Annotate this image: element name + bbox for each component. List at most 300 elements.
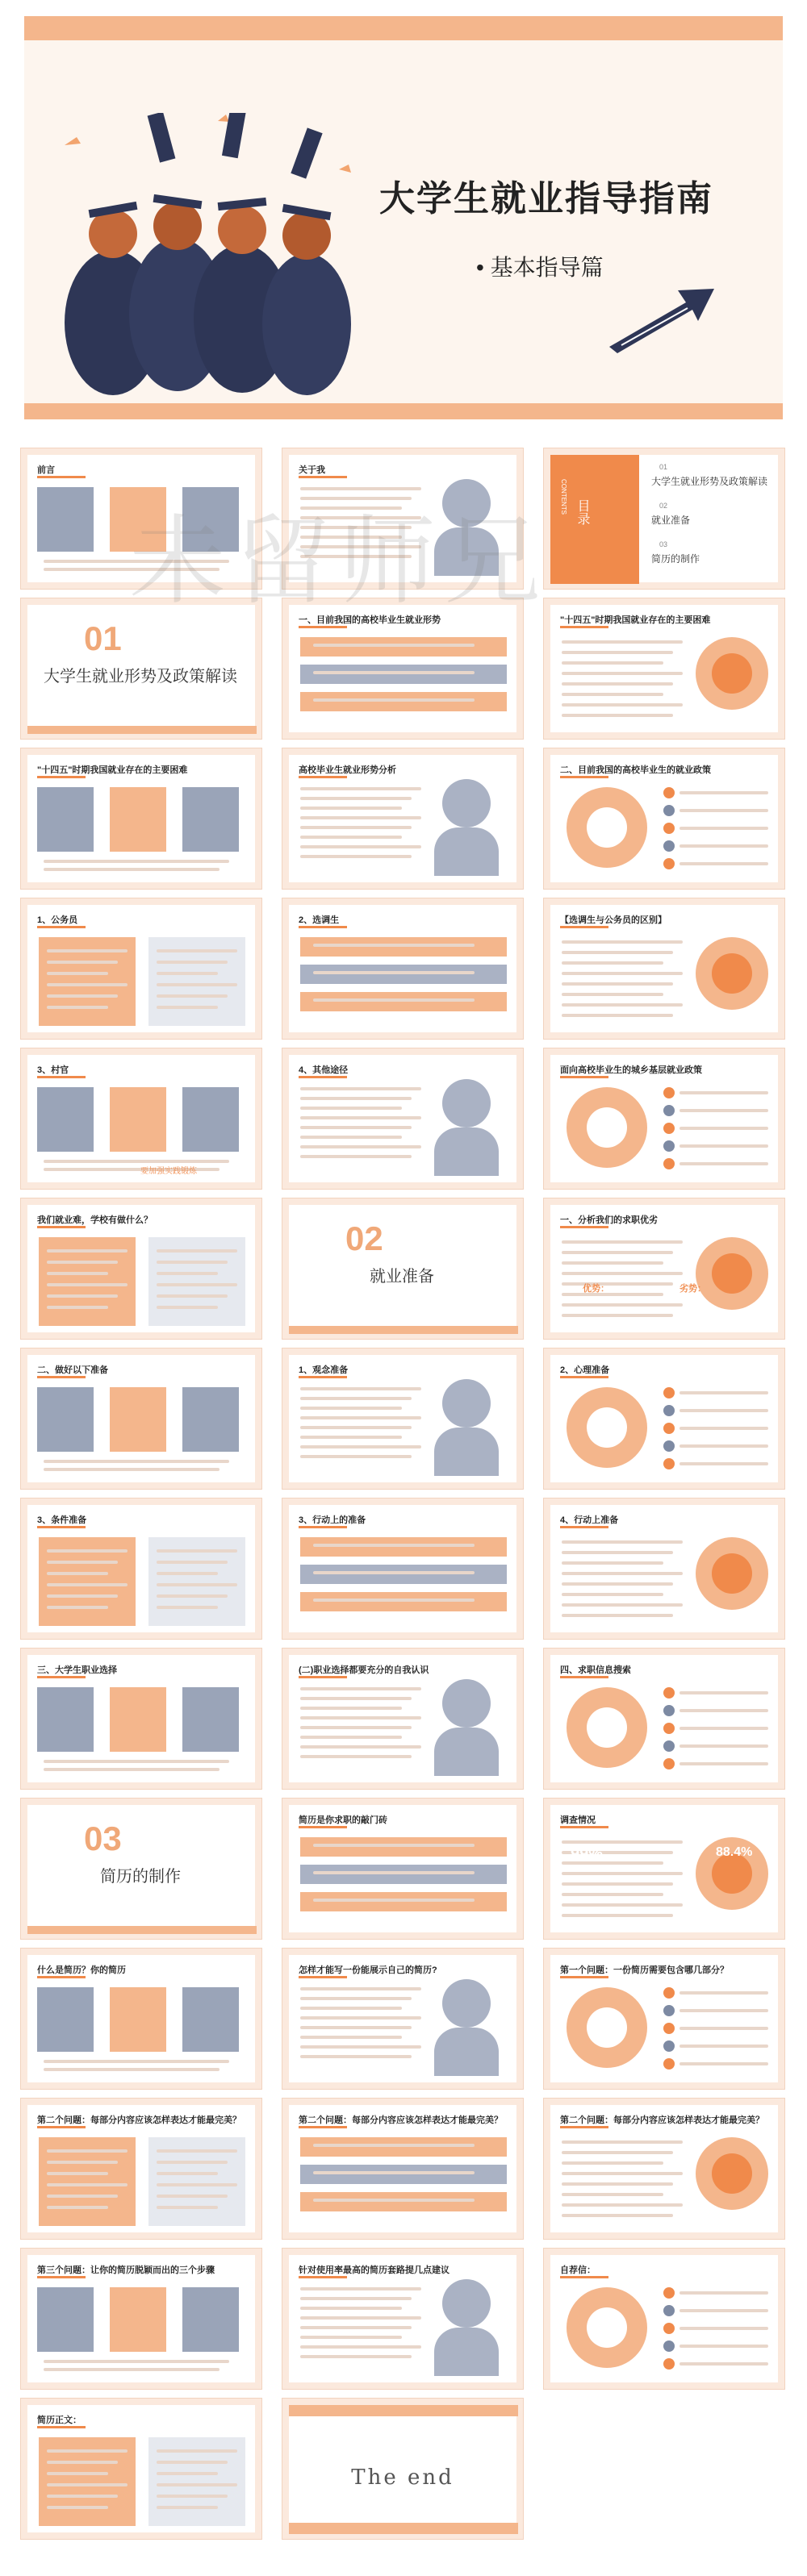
- slide-title: 1、公务员: [37, 915, 78, 925]
- slide-canvas: [550, 1055, 778, 1182]
- text-line: [679, 1444, 768, 1448]
- person-body: [434, 2028, 499, 2076]
- text-line: [562, 2140, 683, 2144]
- text-line: [300, 1445, 421, 1448]
- banner-bar: [300, 665, 507, 684]
- slide-thumbnail-s16[interactable]: [20, 1198, 262, 1340]
- person-icon: [442, 1079, 491, 1128]
- slide-canvas: [289, 2105, 516, 2232]
- title-underline: [37, 1526, 86, 1528]
- text-line: [679, 809, 768, 812]
- bullet-icon: [663, 858, 675, 869]
- section-title: 大学生就业形势及政策解读: [44, 668, 237, 686]
- slide-thumbnail-s14[interactable]: [282, 1048, 524, 1190]
- slide-canvas: [289, 605, 516, 732]
- title-underline: [560, 1976, 608, 1978]
- slide-canvas: [27, 1655, 255, 1782]
- text-line: [313, 998, 475, 1002]
- text-line: [300, 1987, 421, 1990]
- text-line: [313, 971, 475, 974]
- slide-thumbnail-s03[interactable]: [543, 448, 785, 590]
- text-line: [157, 1294, 228, 1298]
- text-line: [300, 1387, 421, 1390]
- slide-canvas: [289, 455, 516, 582]
- slide-canvas: [27, 755, 255, 882]
- text-line: [157, 1306, 218, 1309]
- text-line: [562, 640, 683, 644]
- cover-top-band: [24, 16, 783, 40]
- chart-hole: [587, 1107, 627, 1148]
- slide-thumbnail-s10[interactable]: [20, 898, 262, 1040]
- text-line: [562, 1272, 683, 1275]
- arrow-icon: [605, 282, 718, 355]
- slide-thumbnail-s27[interactable]: [543, 1648, 785, 1790]
- top-band: [289, 2405, 518, 2416]
- slide-thumbnail-s07[interactable]: [20, 748, 262, 890]
- text-line: [679, 1427, 768, 1430]
- slide-thumbnail-s09[interactable]: [543, 748, 785, 890]
- text-line: [157, 983, 237, 986]
- text-line: [47, 2149, 128, 2153]
- card: [110, 1987, 166, 2052]
- slide-thumbnail-s08[interactable]: [282, 748, 524, 890]
- banner-bar: [300, 1565, 507, 1584]
- title-underline: [299, 1826, 347, 1828]
- text-line: [562, 1540, 683, 1544]
- text-line: [300, 1455, 412, 1458]
- disadvantage-label: 劣势：: [679, 1284, 706, 1294]
- slide-canvas: [289, 1655, 516, 1782]
- cover-bottom-band: [24, 403, 783, 419]
- slide-thumbnail-s18[interactable]: [543, 1198, 785, 1340]
- stat-value: 99%: [571, 1845, 604, 1863]
- slide-thumbnail-s41[interactable]: [282, 2398, 524, 2540]
- text-line: [157, 2183, 237, 2186]
- text-line: [562, 1903, 683, 1907]
- text-line: [300, 2016, 421, 2020]
- text-line: [47, 2183, 128, 2186]
- slide-thumbnail-s28[interactable]: [20, 1798, 262, 1940]
- slide-canvas: [289, 1955, 516, 2082]
- text-line: [313, 2199, 475, 2202]
- text-line: [300, 1136, 402, 1139]
- slide-canvas: [289, 755, 516, 882]
- slide-canvas: [550, 2105, 778, 2232]
- text-line: [47, 2206, 108, 2209]
- text-line: [679, 1144, 768, 1148]
- text-line: [679, 1744, 768, 1748]
- text-line: [157, 1272, 218, 1275]
- text-line: [47, 949, 128, 952]
- slide-canvas: [550, 1505, 778, 1632]
- slide-canvas: [27, 2105, 255, 2232]
- text-line: [313, 944, 475, 947]
- slide-thumbnail-s04[interactable]: [20, 598, 262, 740]
- text-line: [300, 545, 421, 548]
- text-line: [300, 2036, 402, 2039]
- text-line: [679, 862, 768, 865]
- slide-thumbnail-s33[interactable]: [543, 1948, 785, 2090]
- slide-thumbnail-s29[interactable]: [282, 1798, 524, 1940]
- slide-canvas: [289, 1055, 516, 1182]
- slide-thumbnail-s06[interactable]: [543, 598, 785, 740]
- slide-title: 第二个问题：每部分内容应该怎样表达才能最完美？: [37, 2115, 241, 2125]
- text-line: [562, 1561, 663, 1565]
- slide-thumbnail-s39[interactable]: [543, 2248, 785, 2390]
- text-line: [562, 1240, 683, 1244]
- slide-title: 4、行动上准备: [560, 1515, 619, 1525]
- slide-canvas: [289, 905, 516, 1032]
- text-line: [562, 1572, 683, 1575]
- person-body: [434, 1428, 499, 1476]
- bottom-band: [289, 2523, 518, 2534]
- text-line: [313, 671, 475, 674]
- text-line: [679, 1127, 768, 1130]
- text-line: [157, 2449, 237, 2453]
- slide-canvas: [550, 1955, 778, 2082]
- text-line: [47, 2472, 108, 2475]
- title-underline: [560, 2126, 608, 2128]
- text-line: [157, 1549, 237, 1553]
- bullet-icon: [663, 1123, 675, 1134]
- text-line: [157, 2461, 228, 2464]
- slide-thumbnail-s26[interactable]: [282, 1648, 524, 1790]
- text-line: [679, 1709, 768, 1712]
- title-underline: [37, 1676, 86, 1678]
- text-line: [47, 1294, 118, 1298]
- text-line: [300, 2336, 402, 2339]
- text-line: [300, 1436, 402, 1439]
- banner-bar: [300, 2192, 507, 2211]
- slide-thumbnail-s11[interactable]: [282, 898, 524, 1040]
- title-underline: [37, 1976, 86, 1978]
- text-line: [300, 797, 412, 800]
- slide-thumbnail-s34[interactable]: [20, 2098, 262, 2240]
- text-line: [300, 516, 421, 519]
- text-line: [679, 2362, 768, 2366]
- card: [110, 1687, 166, 1752]
- text-line: [157, 1006, 218, 1009]
- text-line: [157, 1249, 237, 1253]
- slide-title: 四、求职信息搜索: [560, 1665, 631, 1675]
- slide-thumbnail-s40[interactable]: [20, 2398, 262, 2540]
- bullet-icon: [663, 1140, 675, 1152]
- text-line: [300, 1707, 402, 1710]
- title-underline: [37, 776, 86, 778]
- slide-title: 3、行动上的准备: [299, 1515, 366, 1525]
- banner-bar: [300, 1837, 507, 1857]
- bullet-icon: [663, 2005, 675, 2016]
- slide-title: 关于我: [299, 465, 325, 475]
- card: [182, 1087, 239, 1152]
- card: [182, 487, 239, 552]
- text-line: [313, 1544, 475, 1547]
- slide-thumbnail-s22[interactable]: [20, 1498, 262, 1640]
- card: [37, 1387, 94, 1452]
- slide-thumbnail-s35[interactable]: [282, 2098, 524, 2240]
- text-line: [679, 2291, 768, 2295]
- text-line: [679, 2345, 768, 2348]
- slide-thumbnail-s38[interactable]: [282, 2248, 524, 2390]
- text-line: [562, 1551, 673, 1554]
- person-icon: [442, 479, 491, 527]
- end-text: The end: [351, 2466, 454, 2490]
- card: [110, 787, 166, 852]
- slide-canvas: [27, 605, 255, 732]
- text-line: [562, 2203, 683, 2207]
- text-line: [47, 1572, 108, 1575]
- slide-title: "十四五"时期我国就业存在的主要困难: [560, 615, 711, 625]
- text-line: [300, 1126, 412, 1129]
- contents-item: 就业准备: [651, 515, 691, 526]
- slide-thumbnail-s01[interactable]: [20, 448, 262, 590]
- banner-bar: [300, 1865, 507, 1884]
- text-line: [300, 2045, 421, 2049]
- text-line: [47, 1583, 128, 1586]
- text-line: [157, 2495, 228, 2498]
- banner-bar: [300, 965, 507, 984]
- bullet-icon: [663, 2358, 675, 2370]
- slide-canvas: [27, 1055, 255, 1182]
- diagram-circle: [712, 1253, 752, 1294]
- advantage-label: 优势：: [583, 1284, 609, 1294]
- text-line: [679, 2009, 768, 2012]
- slide-thumbnail-s15[interactable]: [543, 1048, 785, 1190]
- contents-item: 大学生就业形势及政策解读: [651, 476, 768, 487]
- title-underline: [37, 476, 86, 478]
- chart-hole: [587, 2307, 627, 2348]
- text-line: [157, 1583, 237, 1586]
- text-line: [47, 1261, 118, 1264]
- text-line: [157, 2472, 218, 2475]
- text-line: [679, 1727, 768, 1730]
- text-line: [562, 2214, 673, 2217]
- slide-thumbnail-s19[interactable]: [20, 1348, 262, 1490]
- slide-thumbnail-s36[interactable]: [543, 2098, 785, 2240]
- bullet-icon: [663, 1405, 675, 1416]
- text-line: [300, 2287, 421, 2290]
- text-line: [300, 2297, 412, 2300]
- graduates-illustration: [56, 113, 363, 395]
- slide-title: 针对使用率最高的简历套路提几点建议: [299, 2265, 449, 2275]
- slide-canvas: [289, 1355, 516, 1482]
- text-line: [300, 1145, 421, 1148]
- text-line: [44, 868, 220, 871]
- card: [182, 1987, 239, 2052]
- slide-thumbnail-s25[interactable]: [20, 1648, 262, 1790]
- section-title: 简历的制作: [100, 1868, 181, 1886]
- slide-title: "十四五"时期我国就业存在的主要困难: [37, 765, 188, 775]
- slide-thumbnail-s02[interactable]: [282, 448, 524, 590]
- bullet-icon: [663, 2040, 675, 2052]
- diagram-circle: [712, 2153, 752, 2194]
- slide-title: 1、观念准备: [299, 1365, 349, 1375]
- text-line: [47, 972, 108, 975]
- text-line: [300, 1097, 412, 1100]
- slide-canvas: [550, 755, 778, 882]
- slide-canvas: [27, 1355, 255, 1482]
- card: [110, 487, 166, 552]
- bullet-icon: [663, 1687, 675, 1699]
- slide-title: 3、条件准备: [37, 1515, 87, 1525]
- slide-thumbnail-s12[interactable]: [543, 898, 785, 1040]
- card: [110, 1087, 166, 1152]
- text-line: [562, 1914, 673, 1917]
- slide-title: 三、大学生职业选择: [37, 1665, 117, 1675]
- text-line: [562, 1003, 683, 1007]
- text-line: [562, 993, 663, 996]
- title-underline: [299, 776, 347, 778]
- bullet-icon: [663, 2058, 675, 2070]
- text-line: [562, 1582, 673, 1586]
- chart-hole: [587, 2007, 627, 2048]
- banner-bar: [300, 992, 507, 1011]
- cover-title: 大学生就业指导指南: [379, 179, 713, 219]
- title-underline: [37, 1226, 86, 1228]
- person-body: [434, 527, 499, 576]
- text-line: [47, 983, 128, 986]
- text-line: [562, 1251, 673, 1254]
- title-underline: [560, 1076, 608, 1078]
- banner-bar: [300, 1537, 507, 1557]
- slide-canvas: [27, 2405, 255, 2532]
- text-line: [562, 672, 683, 675]
- text-line: [157, 1283, 237, 1286]
- text-line: [313, 2144, 475, 2147]
- slide-thumbnail-s30[interactable]: [543, 1798, 785, 1940]
- title-underline: [299, 2276, 347, 2278]
- card: [37, 1687, 94, 1752]
- text-line: [562, 1303, 683, 1307]
- text-line: [679, 1762, 768, 1765]
- text-line: [562, 2193, 663, 2196]
- slide-thumbnail-s31[interactable]: [20, 1948, 262, 2090]
- title-underline: [560, 1676, 608, 1678]
- card: [182, 1387, 239, 1452]
- text-line: [562, 1293, 663, 1296]
- text-line: [679, 1391, 768, 1394]
- text-line: [47, 994, 118, 998]
- section-number: 02: [345, 1219, 383, 1257]
- card: [37, 1987, 94, 2052]
- title-underline: [299, 626, 347, 628]
- text-line: [679, 1991, 768, 1995]
- text-line: [300, 2355, 412, 2358]
- text-line: [679, 2062, 768, 2065]
- text-line: [47, 1006, 108, 1009]
- text-line: [44, 1768, 220, 1771]
- bullet-icon: [663, 1105, 675, 1116]
- bullet-icon: [663, 823, 675, 834]
- bullet-icon: [663, 1740, 675, 1752]
- text-line: [300, 497, 412, 500]
- text-line: [562, 2172, 683, 2175]
- slide-title: 自荐信：: [560, 2265, 596, 2275]
- bullet-icon: [663, 805, 675, 816]
- slide-canvas: [27, 1805, 255, 1932]
- text-line: [47, 2195, 118, 2198]
- text-line: [157, 994, 228, 998]
- text-line: [679, 2309, 768, 2312]
- slide-thumbnail-s20[interactable]: [282, 1348, 524, 1490]
- text-line: [47, 2483, 128, 2486]
- text-line: [300, 787, 421, 790]
- slide-thumbnail-s23[interactable]: [282, 1498, 524, 1640]
- slide-thumbnail-s32[interactable]: [282, 1948, 524, 2090]
- title-underline: [560, 2276, 608, 2278]
- text-line: [300, 2026, 412, 2029]
- text-line: [47, 2495, 118, 2498]
- person-icon: [442, 2279, 491, 2328]
- slide-thumbnail-s05[interactable]: [282, 598, 524, 740]
- title-underline: [299, 926, 347, 928]
- text-line: [157, 1561, 228, 1564]
- bullet-icon: [663, 840, 675, 852]
- person-icon: [442, 779, 491, 827]
- text-line: [47, 1549, 128, 1553]
- slide-thumbnail-s24[interactable]: [543, 1498, 785, 1640]
- text-line: [300, 1397, 412, 1400]
- slide-title: 我们就业难，学校有做什么？: [37, 1215, 153, 1225]
- text-line: [300, 555, 412, 558]
- contents-number: 01: [659, 463, 668, 471]
- slide-thumbnail-s37[interactable]: [20, 2248, 262, 2390]
- title-underline: [560, 1226, 608, 1228]
- text-line: [157, 961, 228, 964]
- slide-title: 调查情况: [560, 1815, 596, 1825]
- text-line: [300, 1726, 412, 1729]
- text-line: [300, 1687, 421, 1690]
- text-line: [562, 1314, 673, 1317]
- slide-thumbnail-s13[interactable]: [20, 1048, 262, 1190]
- text-line: [679, 2027, 768, 2030]
- bullet-icon: [663, 1158, 675, 1169]
- text-line: [44, 1460, 229, 1463]
- banner-bar: [300, 2165, 507, 2184]
- slide-canvas: [550, 905, 778, 1032]
- diagram-circle: [712, 1553, 752, 1594]
- slide-canvas: [289, 2255, 516, 2382]
- text-line: [300, 1155, 412, 1158]
- title-underline: [37, 2426, 86, 2428]
- slide-title: 4、其他途径: [299, 1065, 349, 1075]
- bullet-icon: [663, 2287, 675, 2299]
- person-icon: [442, 1679, 491, 1728]
- text-line: [562, 972, 683, 975]
- bullet-icon: [663, 1087, 675, 1098]
- text-line: [157, 2206, 218, 2209]
- text-line: [44, 1160, 229, 1163]
- text-line: [44, 2060, 229, 2063]
- slide-canvas: [27, 1205, 255, 1332]
- slide-thumbnail-s21[interactable]: [543, 1348, 785, 1490]
- slide-canvas: [289, 1205, 516, 1332]
- slide-canvas: [550, 2255, 778, 2382]
- text-line: [300, 845, 421, 848]
- slide-thumbnail-s17[interactable]: [282, 1198, 524, 1340]
- text-line: [300, 826, 412, 829]
- text-line: [679, 1109, 768, 1112]
- person-body: [434, 2328, 499, 2376]
- bullet-icon: [663, 1723, 675, 1734]
- person-icon: [442, 1379, 491, 1428]
- text-line: [300, 1755, 412, 1758]
- title-underline: [37, 2276, 86, 2278]
- text-line: [313, 1844, 475, 1847]
- slide-title: 第一个问题：一份简历需要包含哪几部分？: [560, 1965, 729, 1975]
- text-line: [47, 2506, 108, 2509]
- text-line: [157, 1572, 218, 1575]
